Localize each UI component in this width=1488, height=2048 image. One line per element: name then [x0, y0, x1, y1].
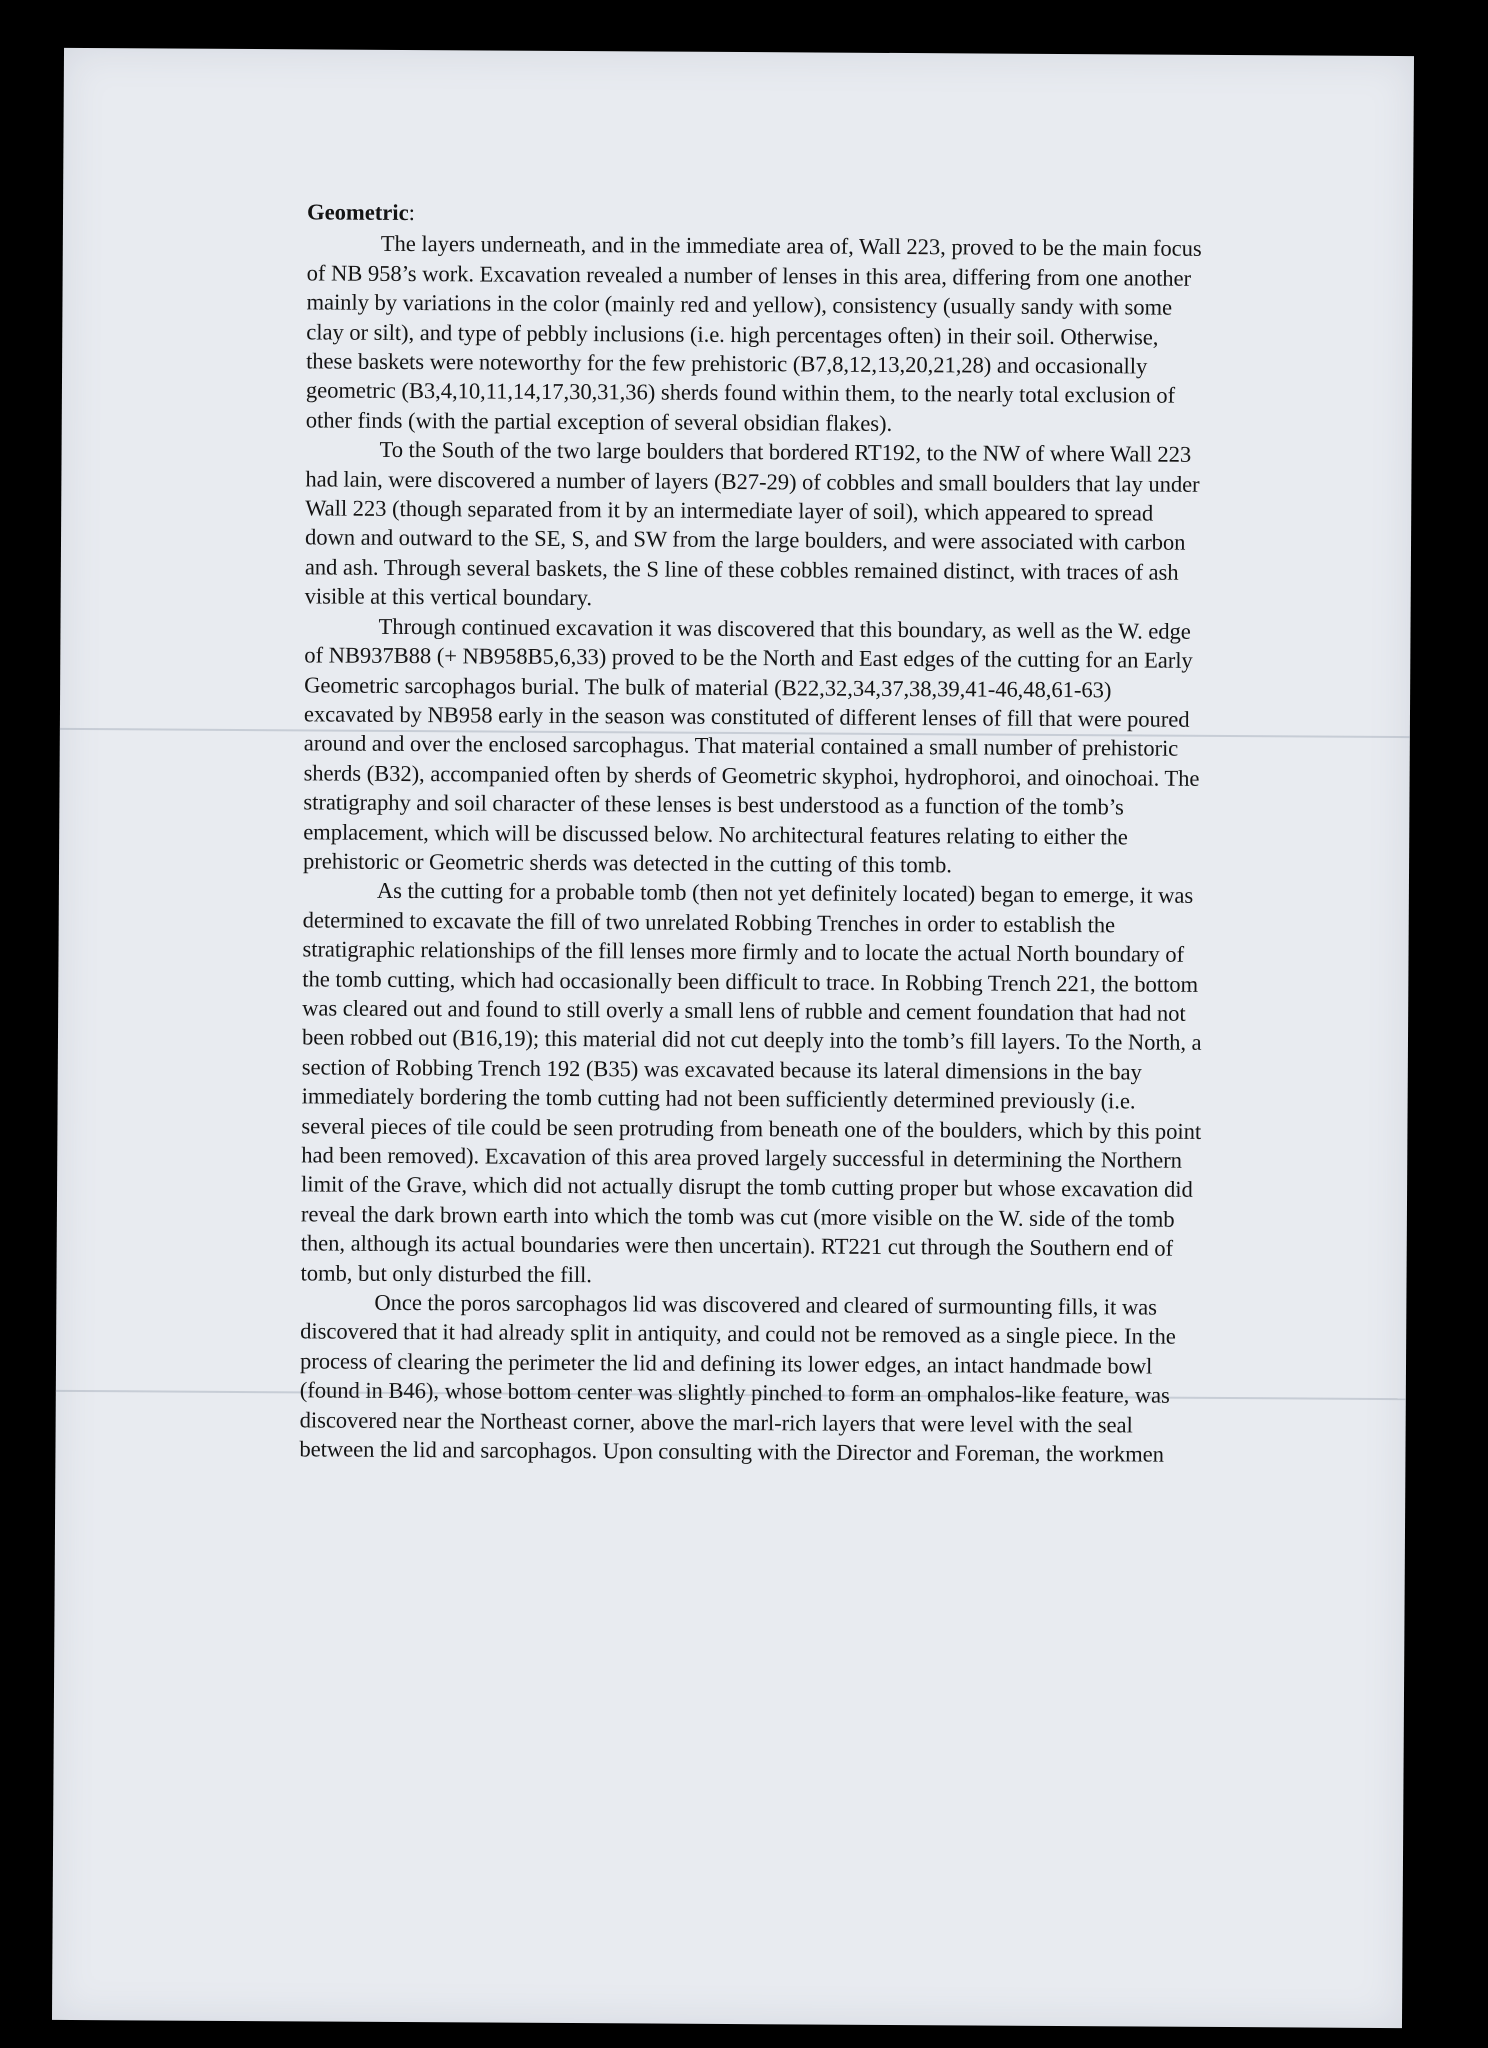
document-body: [299, 197, 1207, 1469]
paragraph: To the South of the two large boulders that bordered RT192, to the NW of where Wall 223 had lain, were discovered a number of layers (B27-29) of cobbles and small boulders that lay under Wall 223 (though separated from it by an intermediate layer of soil), which appeared to spread down and outward to the SE, S, and SW from the large boulders, and were associated with carbon and ash. Through several baskets, the S line of these cobbles remained distinct, with traces of ash visible at this vertical boundary.: [304, 437, 1200, 611]
section-heading-colon: :: [408, 200, 416, 226]
paragraph: Through continued excavation it was discovered that this boundary, as well as the W. edge of NB937B88 (+ NB958B5,6,33) proved to be the North and East edges of the cutting for an Early Geometric sarcophagos burial. The bulk of material (B22,32,34,37,38,39,41-46,48,61-63) excavated by NB958 early in the season was constituted of different lenses of fill that were poured around and over the enclosed sarcophagus. That material contained a small number of prehistoric sherds (B32), accompanied often by sherds of Geometric skyphoi, hydrophoroi, and oinochoai. The stratigraphy and soil character of these lenses is best understood as a function of the tomb’s emplacement, which will be discussed below. No architectural features relating to either the prehistoric or Geometric sherds was detected in the cutting of this tomb.: [302, 613, 1200, 878]
paragraph: As the cutting for a probable tomb (then not yet definitely located) began to emerge, it was determined to excavate the fill of two unrelated Robbing Trenches in order to establish the stratigraphic relationships of the fill lenses more firmly and to locate the actual North boundary of the tomb cutting, which had occasionally been difficult to trace. In Robbing Trench 221, the bottom was cleared out and found to still overly a small lens of rubble and cement foundation that had not been robbed out (B16,19); this material did not cut deeply into the tomb’s fill layers. To the North, a section of Robbing Trench 192 (B35) was excavated because its lateral dimensions in the bay immediately bordering the tomb cutting had not been sufficiently determined previously (i.e. several pieces of tile could be seen protruding from beneath one of the boulders, which by this point had been removed). Excavation of this area proved largely successful in determining the Northern limit of the Grave, which did not actually disrupt the tomb cutting proper but whose excavation did reveal the dark brown earth into which the tomb was cut (more visible on the W. side of the tomb then, although its actual boundaries were then uncertain). RT221 cut through the Southern end of tomb, but only disturbed the fill.: [300, 878, 1202, 1287]
paragraph: The layers underneath, and in the immediate area of, Wall 223, proved to be the main focus of NB 958’s work. Excavation revealed a number of lenses in this area, differing from one another mainly by variations in the color (mainly red and yellow), consistency (usually sandy with some clay or silt), and type of pebbly inclusions (i.e. high percentages often) in their soil. Otherwise, these baskets were noteworthy for the few prehistoric (B7,8,12,13,20,21,28) and occasionally geometric (B3,4,10,11,14,17,30,31,36) sherds found within them, to the nearly total exclusion of other finds (with the partial exception of several obsidian flakes).: [305, 231, 1202, 436]
document-page: [52, 48, 1414, 2028]
section-heading: [307, 197, 1207, 232]
section-heading-text: Geometric: [306, 199, 409, 226]
paragraph: Once the poros sarcophagos lid was discovered and cleared of surmounting fills, it was discovered that it had already split in antiquity, and could not be removed as a single piece. In the process of clearing the perimeter the lid and defining its lower edges, an intact handmade bowl (found in B46), whose bottom center was slightly pinched to form an omphalos-like feature, was discovered near the Northeast corner, above the marl-rich layers that were level with the seal between the lid and sarcophagos. Upon consulting with the Director and Foreman, the workmen: [299, 1289, 1176, 1467]
